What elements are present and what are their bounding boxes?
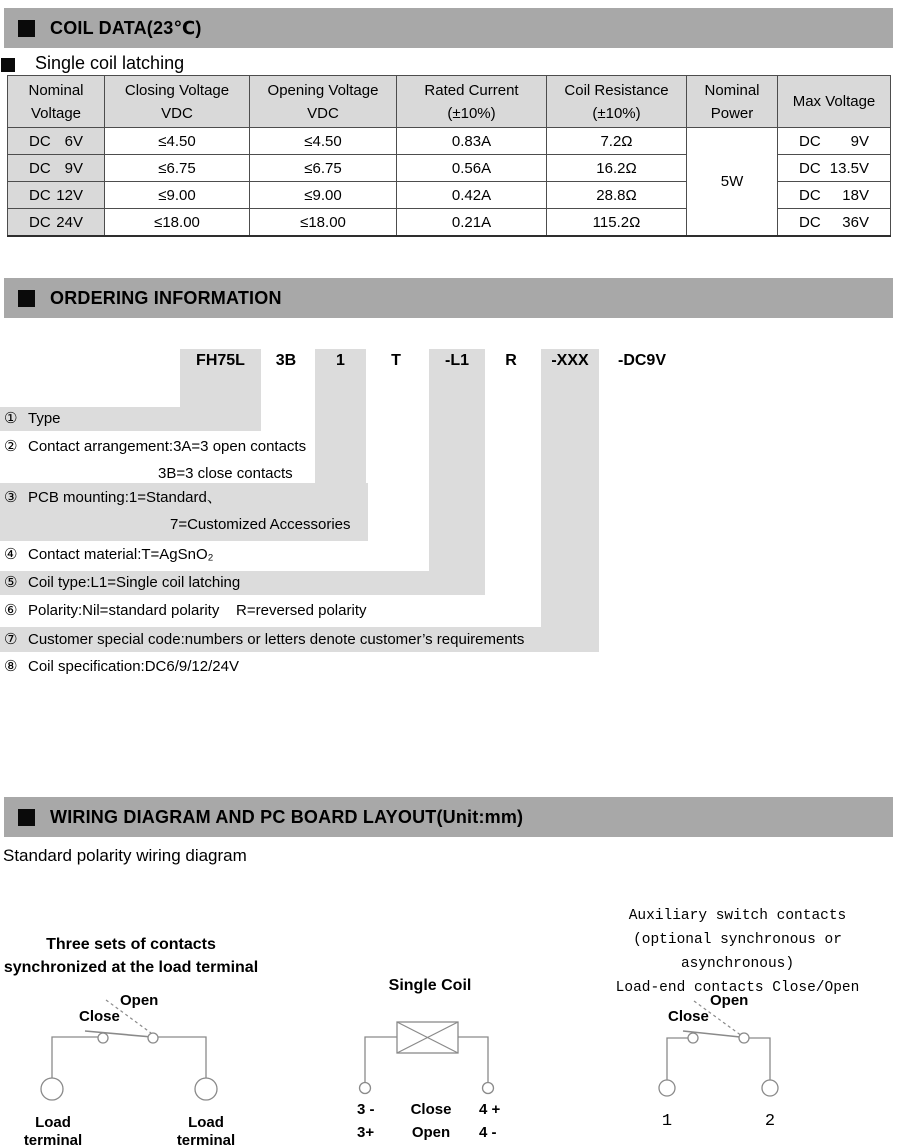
code-part-polarity: R — [505, 352, 517, 369]
cell-rated-current: 0.83A — [397, 128, 547, 155]
cell-coil-resistance: 7.2Ω — [547, 128, 687, 155]
left-wire — [365, 1037, 397, 1082]
header-max-voltage: Max Voltage — [778, 76, 891, 128]
header-opening-voltage: Opening Voltage VDC — [250, 76, 397, 128]
coil-data-title: COIL DATA(23℃) — [50, 17, 202, 38]
cell-nominal-voltage: DC 24V — [8, 209, 105, 237]
ordering-item-6: ⑥ Polarity:Nil=standard polarity R=reversed polarity — [4, 602, 367, 619]
header-nominal-voltage: Nominal Voltage — [8, 76, 105, 128]
switch-blade — [85, 1031, 152, 1037]
ordering-item-8: ⑧ Coil specification:DC6/9/12/24V — [4, 658, 239, 675]
coil-data-subtitle: Single coil latching — [35, 53, 185, 73]
contact-circle — [98, 1033, 108, 1043]
table-row — [8, 128, 891, 155]
black-square-bullet-icon — [18, 809, 35, 826]
terminal-circle — [659, 1080, 675, 1096]
ordering-item-2-line2: 3B=3 close contacts — [158, 465, 293, 482]
left-diagram-title: Three sets of contacts synchronized at the load terminal — [3, 936, 259, 976]
coil-data-table — [7, 75, 891, 237]
code-part-material: T — [391, 352, 401, 369]
left-open-label: Open — [120, 992, 159, 1009]
code-part-pcb-mounting: 1 — [336, 352, 345, 369]
left-wire — [52, 1037, 98, 1078]
ordering-item-3-line2: 7=Customized Accessories — [170, 516, 351, 533]
code-part-coil-type: -L1 — [445, 352, 469, 369]
cell-coil-resistance: 16.2Ω — [547, 155, 687, 182]
code-part-type: FH75L — [196, 352, 245, 369]
coil-terminal-circle — [483, 1083, 494, 1094]
single-coil-title: Single Coil — [388, 977, 472, 994]
cell-max-voltage: DC 18V — [778, 182, 891, 209]
code-column-shade-coil-type — [429, 349, 485, 595]
load-terminal-label: Load terminal — [176, 1114, 236, 1147]
code-part-special-code: -XXX — [551, 352, 589, 369]
ordering-title: ORDERING INFORMATION — [50, 287, 282, 308]
wiring-subtitle: Standard polarity wiring diagram — [3, 846, 247, 865]
cell-nominal-voltage: DC 9V — [8, 155, 105, 182]
cell-max-voltage: DC 13.5V — [778, 155, 891, 182]
cell-opening-voltage: ≤4.50 — [250, 128, 397, 155]
left-wire — [667, 1038, 688, 1080]
cell-max-voltage: DC 9V — [778, 128, 891, 155]
cell-rated-current: 0.21A — [397, 209, 547, 237]
code-part-arrangement: 3B — [275, 352, 297, 369]
single-coil-diagram — [350, 1015, 510, 1100]
load-terminal-circle — [41, 1078, 63, 1100]
contact-circle — [148, 1033, 158, 1043]
contact-circle — [688, 1033, 698, 1043]
ordering-item-7: ⑦ Customer special code:numbers or letters denote customer’s requirements — [4, 631, 525, 648]
header-rated-current: Rated Current (±10%) — [397, 76, 547, 128]
coil-action-label: Close — [410, 1101, 452, 1118]
cell-closing-voltage: ≤4.50 — [105, 128, 250, 155]
coil-action-label: Open — [411, 1124, 451, 1141]
aux-pin-2: 2 — [764, 1112, 776, 1131]
black-square-bullet-icon — [1, 58, 15, 72]
wiring-title: WIRING DIAGRAM AND PC BOARD LAYOUT(Unit:mm) — [50, 806, 524, 827]
code-part-coil-spec: -DC9V — [617, 352, 666, 369]
table-header-row — [8, 76, 891, 128]
cell-nominal-power: 5W — [687, 128, 778, 237]
right-open-label: Open — [710, 992, 749, 1009]
cell-coil-resistance: 115.2Ω — [547, 209, 687, 237]
black-square-bullet-icon — [18, 290, 35, 307]
cell-opening-voltage: ≤18.00 — [250, 209, 397, 237]
ordering-item-2: ② Contact arrangement:3A=3 open contacts — [4, 438, 307, 455]
coil-pin-label: 4 + — [479, 1101, 501, 1118]
load-terminal-circle — [195, 1078, 217, 1100]
right-close-label: Close — [668, 1008, 709, 1025]
aux-diagram-title: Auxiliary switch contacts (optional synchronous or asynchronous) Load-end contacts Close/Open — [615, 908, 860, 996]
load-terminal-label: Load terminal — [23, 1114, 83, 1147]
cell-closing-voltage: ≤9.00 — [105, 182, 250, 209]
cell-opening-voltage: ≤9.00 — [250, 182, 397, 209]
terminal-circle — [762, 1080, 778, 1096]
coil-pin-label: 3 - — [357, 1101, 375, 1118]
cell-max-voltage: DC 36V — [778, 209, 891, 237]
coil-pin-label: 3+ — [357, 1124, 375, 1141]
cell-rated-current: 0.42A — [397, 182, 547, 209]
cell-rated-current: 0.56A — [397, 155, 547, 182]
section-header-wiring — [4, 797, 893, 837]
cell-coil-resistance: 28.8Ω — [547, 182, 687, 209]
contact-circle — [739, 1033, 749, 1043]
ordering-item-4: ④ Contact material:T=AgSnO₂ — [4, 546, 214, 563]
cell-closing-voltage: ≤18.00 — [105, 209, 250, 237]
code-column-shade-special-code — [541, 349, 599, 652]
header-closing-voltage: Closing Voltage VDC — [105, 76, 250, 128]
right-wire — [749, 1038, 770, 1080]
header-nominal-power: Nominal Power — [687, 76, 778, 128]
coil-terminal-circle — [360, 1083, 371, 1094]
cell-nominal-voltage: DC 6V — [8, 128, 105, 155]
section-header-coil-data — [4, 8, 893, 48]
aux-pin-1: 1 — [661, 1112, 673, 1131]
right-wire — [158, 1037, 206, 1078]
coil-pin-label: 4 - — [479, 1124, 497, 1141]
left-close-label: Close — [79, 1008, 120, 1025]
right-wire — [458, 1037, 488, 1082]
ordering-item-3: ③ PCB mounting:1=Standard、 — [4, 489, 222, 506]
black-square-bullet-icon — [18, 20, 35, 37]
cell-closing-voltage: ≤6.75 — [105, 155, 250, 182]
ordering-item-1: ① Type — [4, 410, 61, 427]
header-coil-resistance: Coil Resistance (±10%) — [547, 76, 687, 128]
ordering-item-5: ⑤ Coil type:L1=Single coil latching — [4, 574, 241, 591]
cell-nominal-voltage: DC 12V — [8, 182, 105, 209]
section-header-ordering — [4, 278, 893, 318]
cell-opening-voltage: ≤6.75 — [250, 155, 397, 182]
